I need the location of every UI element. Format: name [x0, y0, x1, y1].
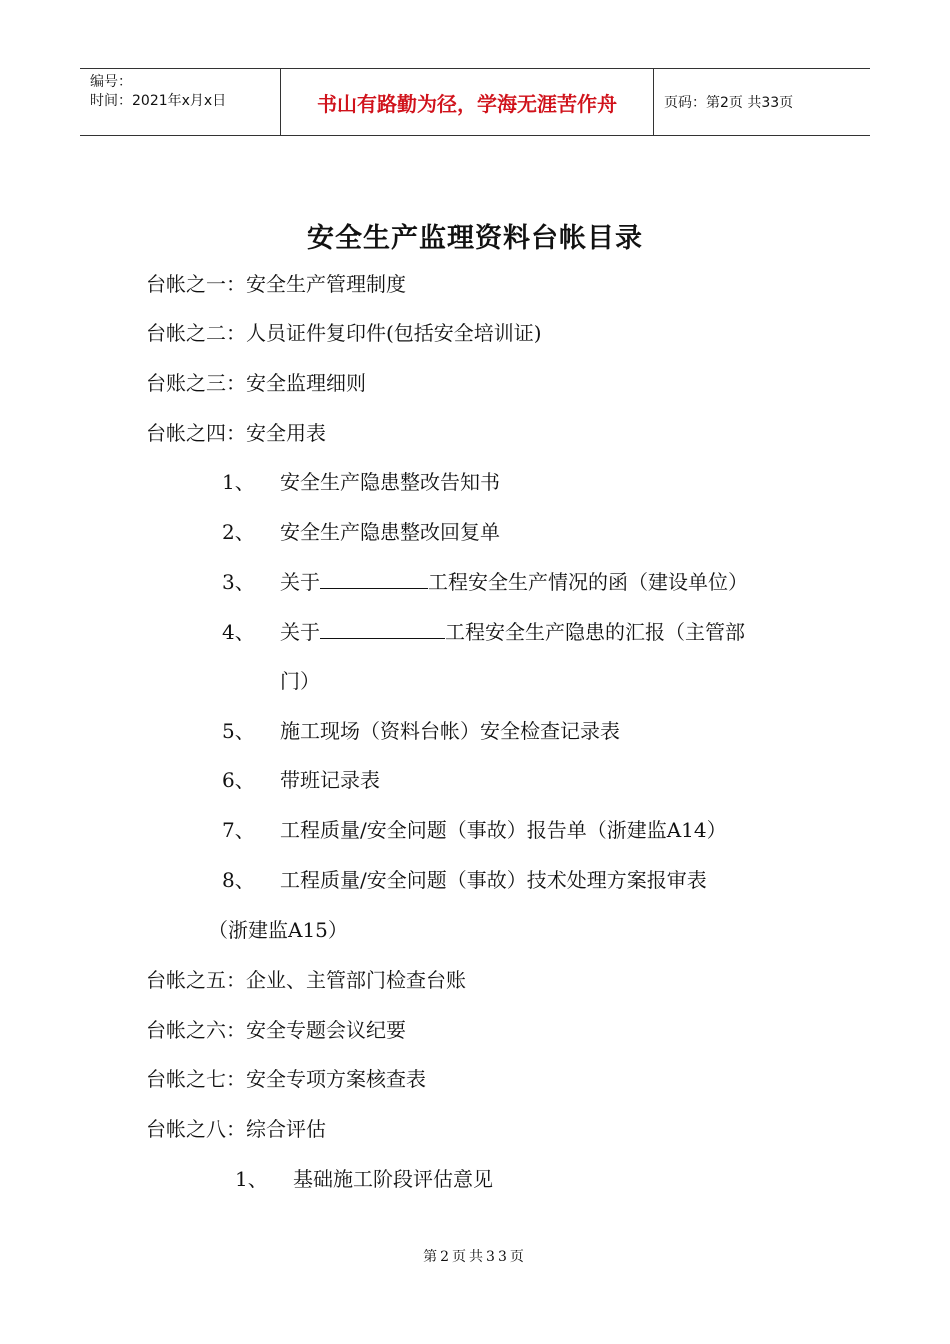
header-meta — [80, 69, 281, 135]
ledger-item-6: 台帐之六：安全专题会议纪要 — [146, 1018, 406, 1042]
sub-item-number: 1、 — [222, 470, 255, 494]
sub-item-text-post: 工程安全生产隐患的汇报（主管部 — [445, 620, 745, 644]
sub-item-text-pre: 关于 — [280, 570, 320, 594]
sub-item-3 — [222, 566, 748, 597]
ledger-item-7: 台帐之七：安全专项方案核查表 — [146, 1067, 426, 1091]
ledger-item-2: 台帐之二：人员证件复印件(包括安全培训证) — [146, 321, 542, 345]
sub-item-4 — [222, 616, 745, 647]
document-title: 安全生产监理资料台帐目录 — [307, 223, 643, 254]
ledger-item-8: 台帐之八：综合评估 — [146, 1117, 326, 1141]
sub-item-5 — [222, 716, 620, 746]
sub-item-number: 8、 — [222, 868, 255, 892]
page-footer: 第2页共33页 — [423, 1249, 527, 1265]
sub-item-6 — [222, 765, 380, 795]
sub-item-text-post: 工程安全生产情况的函（建设单位） — [428, 570, 748, 594]
sub-item-text: 安全生产隐患整改告知书 — [280, 470, 500, 494]
fill-in-blank — [320, 616, 445, 639]
sub-item-text: 工程质量/安全问题（事故）技术处理方案报审表 — [280, 868, 707, 892]
sub-item-number: 2、 — [222, 520, 255, 544]
number-label: 编号： — [90, 74, 132, 90]
sub-item-number: 3、 — [222, 570, 255, 594]
ledger-item-3: 台账之三：安全监理细则 — [146, 371, 366, 395]
page-header — [80, 68, 870, 136]
ledger-item-4: 台帐之四：安全用表 — [146, 421, 326, 445]
eval-item-text: 基础施工阶段评估意见 — [293, 1167, 493, 1191]
sub-item-number: 4、 — [222, 620, 255, 644]
sub-item-7 — [222, 815, 727, 845]
sub-item-text-pre: 关于 — [280, 620, 320, 644]
sub-item-number: 6、 — [222, 768, 255, 792]
header-page-info: 页码：第2页 共33页 — [664, 95, 794, 111]
sub-item-8-continuation: （浙建监A15） — [208, 918, 348, 942]
header-motto: 书山有路勤为径，学海无涯苦作舟 — [281, 69, 654, 135]
sub-item-text: 施工现场（资料台帐）安全检查记录表 — [280, 719, 620, 743]
sub-item-2 — [222, 517, 500, 547]
fill-in-blank — [320, 566, 428, 589]
time-label: 时间：2021年x月x日 — [90, 93, 227, 109]
sub-item-4-continuation: 门） — [280, 669, 320, 693]
eval-item-number: 1、 — [235, 1167, 268, 1191]
ledger-item-1: 台帐之一：安全生产管理制度 — [146, 272, 406, 296]
sub-item-number: 5、 — [222, 719, 255, 743]
ledger-item-5: 台帐之五：企业、主管部门检查台账 — [146, 968, 466, 992]
sub-item-1 — [222, 467, 500, 497]
sub-item-number: 7、 — [222, 818, 255, 842]
sub-item-text: 安全生产隐患整改回复单 — [280, 520, 500, 544]
eval-item-1 — [235, 1164, 493, 1194]
sub-item-text: 工程质量/安全问题（事故）报告单（浙建监A14） — [280, 818, 727, 842]
sub-item-text: 带班记录表 — [280, 768, 380, 792]
sub-item-8 — [222, 865, 707, 895]
